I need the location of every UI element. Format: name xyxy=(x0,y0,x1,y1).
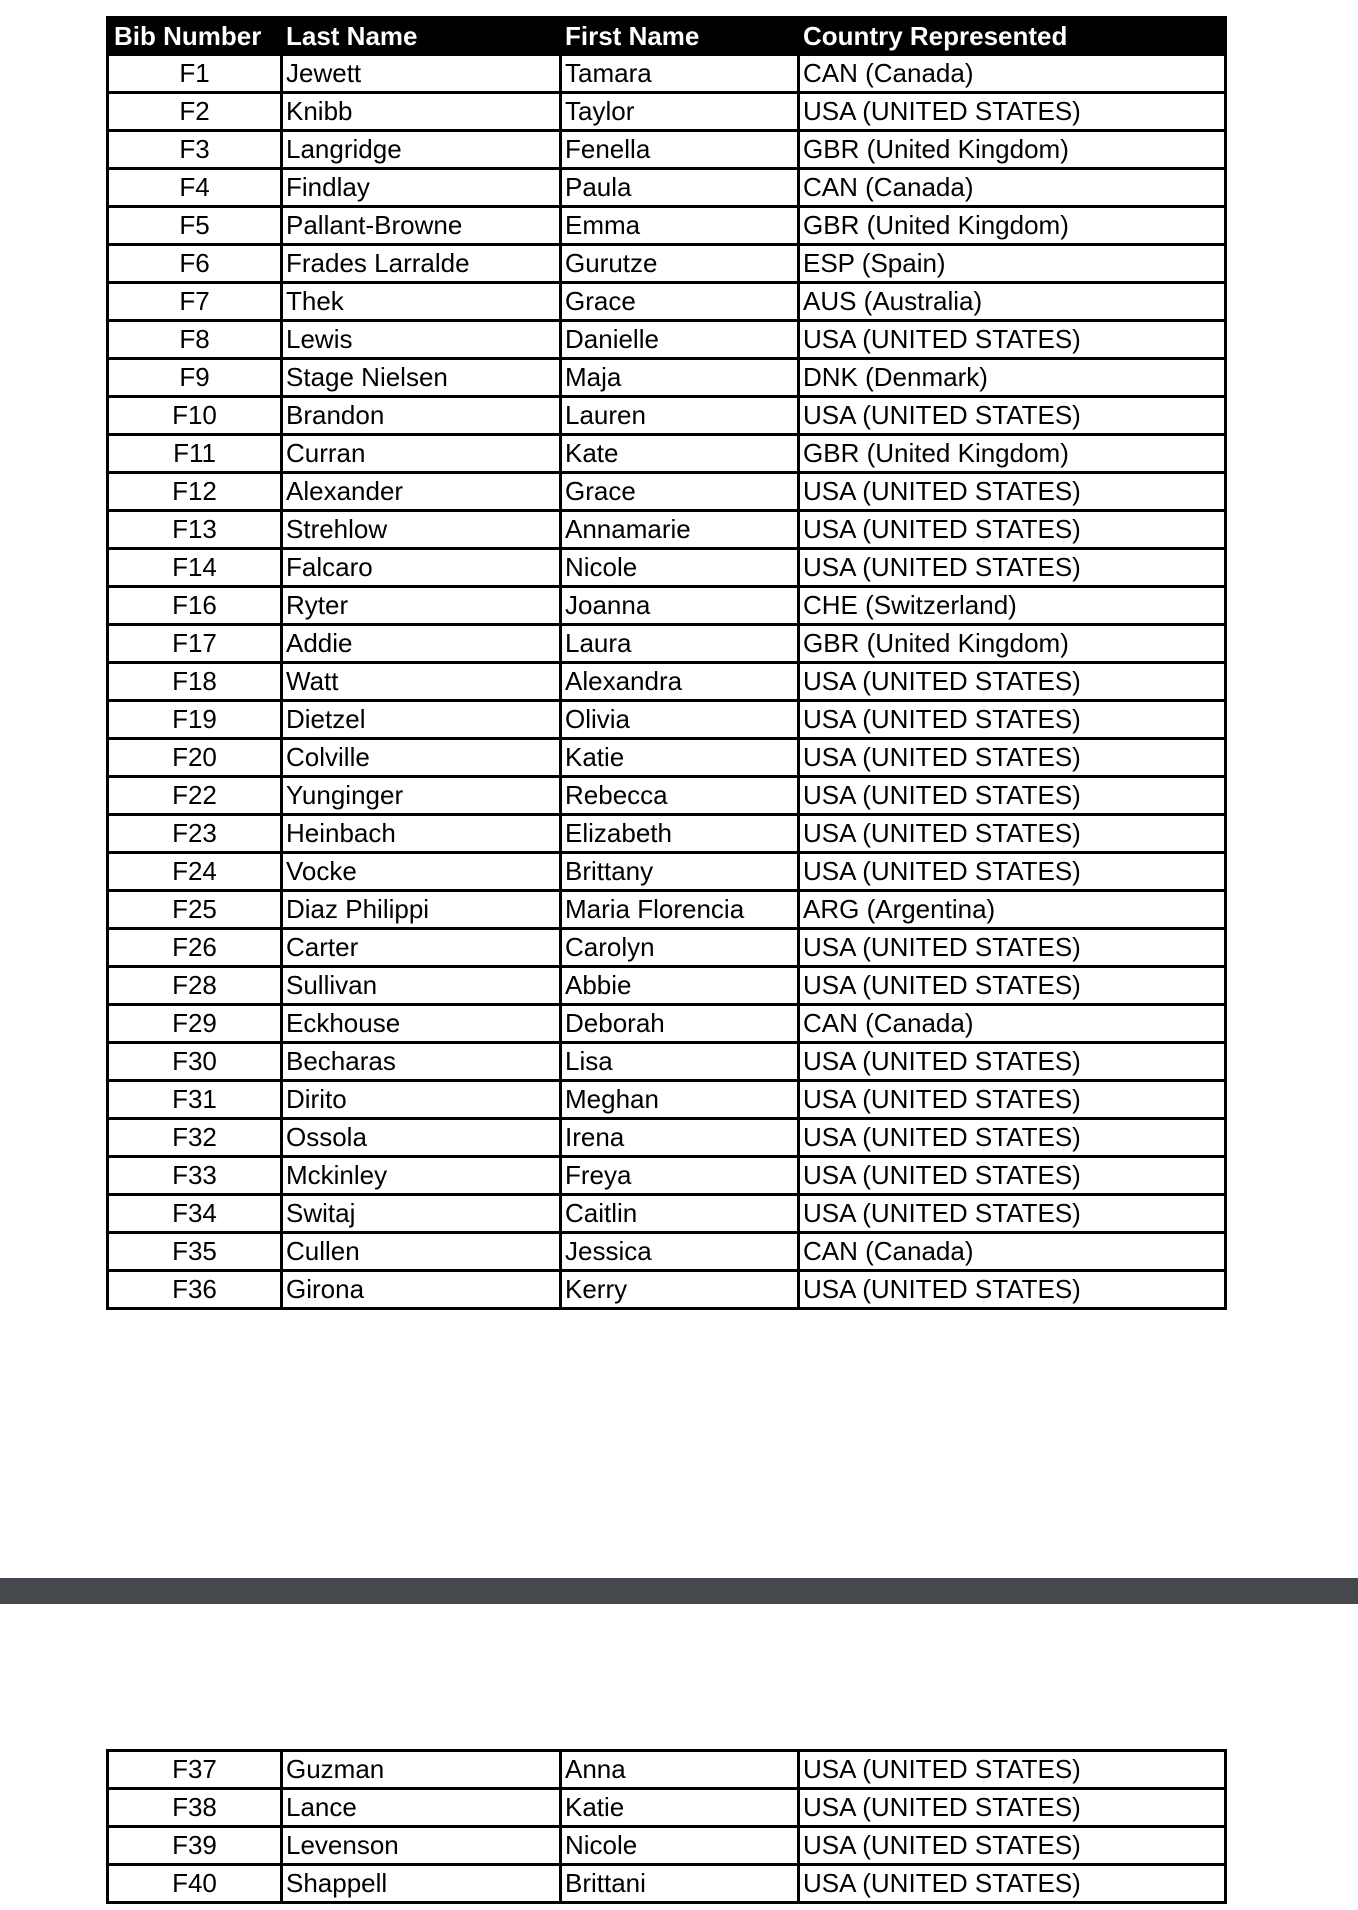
last-name-cell: Ossola xyxy=(282,1119,561,1157)
table-row xyxy=(108,1081,1226,1119)
last-name-cell: Eckhouse xyxy=(282,1005,561,1043)
table-row xyxy=(108,1195,1226,1233)
bib-number-cell: F26 xyxy=(108,929,282,967)
country-cell: USA (UNITED STATES) xyxy=(799,1195,1226,1233)
first-name-cell: Emma xyxy=(561,207,799,245)
first-name-cell: Lauren xyxy=(561,397,799,435)
table-row xyxy=(108,245,1226,283)
first-name-cell: Rebecca xyxy=(561,777,799,815)
first-name-cell: Kerry xyxy=(561,1271,799,1309)
first-name-cell: Abbie xyxy=(561,967,799,1005)
bib-number-cell: F5 xyxy=(108,207,282,245)
country-cell: GBR (United Kingdom) xyxy=(799,625,1226,663)
first-name-cell: Carolyn xyxy=(561,929,799,967)
bib-number-cell: F11 xyxy=(108,435,282,473)
country-cell: USA (UNITED STATES) xyxy=(799,1865,1226,1903)
first-name-cell: Brittany xyxy=(561,853,799,891)
table-row xyxy=(108,663,1226,701)
last-name-cell: Vocke xyxy=(282,853,561,891)
last-name-cell: Becharas xyxy=(282,1043,561,1081)
bib-number-cell: F1 xyxy=(108,55,282,93)
country-cell: USA (UNITED STATES) xyxy=(799,1081,1226,1119)
table-row xyxy=(108,1119,1226,1157)
bib-number-cell: F36 xyxy=(108,1271,282,1309)
last-name-cell: Findlay xyxy=(282,169,561,207)
bib-number-cell: F32 xyxy=(108,1119,282,1157)
country-cell: AUS (Australia) xyxy=(799,283,1226,321)
bib-number-cell: F40 xyxy=(108,1865,282,1903)
bib-number-cell: F2 xyxy=(108,93,282,131)
table-row xyxy=(108,397,1226,435)
bib-number-cell: F4 xyxy=(108,169,282,207)
last-name-cell: Alexander xyxy=(282,473,561,511)
table-row xyxy=(108,511,1226,549)
bib-number-cell: F17 xyxy=(108,625,282,663)
last-name-cell: Switaj xyxy=(282,1195,561,1233)
first-name-cell: Anna xyxy=(561,1751,799,1789)
bib-number-cell: F8 xyxy=(108,321,282,359)
bib-number-cell: F18 xyxy=(108,663,282,701)
country-cell: GBR (United Kingdom) xyxy=(799,207,1226,245)
country-cell: USA (UNITED STATES) xyxy=(799,815,1226,853)
bib-number-cell: F23 xyxy=(108,815,282,853)
last-name-cell: Carter xyxy=(282,929,561,967)
bib-number-cell: F10 xyxy=(108,397,282,435)
first-name-cell: Nicole xyxy=(561,1827,799,1865)
country-cell: USA (UNITED STATES) xyxy=(799,1271,1226,1309)
bib-table-page-2 xyxy=(106,1749,1227,1904)
page-separator xyxy=(0,1578,1358,1604)
country-cell: USA (UNITED STATES) xyxy=(799,511,1226,549)
country-cell: USA (UNITED STATES) xyxy=(799,1119,1226,1157)
table-row xyxy=(108,549,1226,587)
country-cell: USA (UNITED STATES) xyxy=(799,739,1226,777)
first-name-cell: Grace xyxy=(561,283,799,321)
table-row xyxy=(108,1865,1226,1903)
last-name-cell: Falcaro xyxy=(282,549,561,587)
bib-number-cell: F20 xyxy=(108,739,282,777)
first-name-cell: Danielle xyxy=(561,321,799,359)
table-row xyxy=(108,55,1226,93)
last-name-cell: Frades Larralde xyxy=(282,245,561,283)
bib-number-cell: F29 xyxy=(108,1005,282,1043)
last-name-cell: Jewett xyxy=(282,55,561,93)
bib-number-cell: F7 xyxy=(108,283,282,321)
bib-number-cell: F37 xyxy=(108,1751,282,1789)
bib-number-cell: F12 xyxy=(108,473,282,511)
last-name-cell: Lewis xyxy=(282,321,561,359)
first-name-cell: Gurutze xyxy=(561,245,799,283)
country-cell: USA (UNITED STATES) xyxy=(799,93,1226,131)
last-name-cell: Sullivan xyxy=(282,967,561,1005)
table-row xyxy=(108,321,1226,359)
country-cell: USA (UNITED STATES) xyxy=(799,549,1226,587)
country-cell: USA (UNITED STATES) xyxy=(799,777,1226,815)
first-name-cell: Maria Florencia xyxy=(561,891,799,929)
first-name-cell: Katie xyxy=(561,739,799,777)
last-name-cell: Curran xyxy=(282,435,561,473)
table-row xyxy=(108,815,1226,853)
first-name-cell: Lisa xyxy=(561,1043,799,1081)
table-row xyxy=(108,1157,1226,1195)
last-name-cell: Heinbach xyxy=(282,815,561,853)
first-name-cell: Grace xyxy=(561,473,799,511)
header-last-name: Last Name xyxy=(282,18,561,55)
table-row xyxy=(108,929,1226,967)
table-row xyxy=(108,1271,1226,1309)
table-row xyxy=(108,207,1226,245)
header-country: Country Represented xyxy=(799,18,1226,55)
first-name-cell: Jessica xyxy=(561,1233,799,1271)
country-cell: USA (UNITED STATES) xyxy=(799,663,1226,701)
table-row xyxy=(108,587,1226,625)
last-name-cell: Lance xyxy=(282,1789,561,1827)
first-name-cell: Deborah xyxy=(561,1005,799,1043)
bib-number-cell: F16 xyxy=(108,587,282,625)
first-name-cell: Annamarie xyxy=(561,511,799,549)
country-cell: GBR (United Kingdom) xyxy=(799,131,1226,169)
bib-number-cell: F9 xyxy=(108,359,282,397)
last-name-cell: Thek xyxy=(282,283,561,321)
first-name-cell: Irena xyxy=(561,1119,799,1157)
first-name-cell: Brittani xyxy=(561,1865,799,1903)
country-cell: CHE (Switzerland) xyxy=(799,587,1226,625)
country-cell: USA (UNITED STATES) xyxy=(799,473,1226,511)
first-name-cell: Caitlin xyxy=(561,1195,799,1233)
table-row xyxy=(108,359,1226,397)
table-row xyxy=(108,1751,1226,1789)
last-name-cell: Girona xyxy=(282,1271,561,1309)
first-name-cell: Joanna xyxy=(561,587,799,625)
table-row xyxy=(108,1789,1226,1827)
first-name-cell: Elizabeth xyxy=(561,815,799,853)
last-name-cell: Mckinley xyxy=(282,1157,561,1195)
table-row xyxy=(108,169,1226,207)
table-row xyxy=(108,891,1226,929)
table-row xyxy=(108,1043,1226,1081)
header-bib-number: Bib Number xyxy=(108,18,282,55)
table-row xyxy=(108,625,1226,663)
last-name-cell: Knibb xyxy=(282,93,561,131)
bib-table-page-1 xyxy=(106,16,1227,1310)
first-name-cell: Freya xyxy=(561,1157,799,1195)
table-row xyxy=(108,853,1226,891)
country-cell: USA (UNITED STATES) xyxy=(799,929,1226,967)
country-cell: ARG (Argentina) xyxy=(799,891,1226,929)
country-cell: CAN (Canada) xyxy=(799,1233,1226,1271)
bib-number-cell: F28 xyxy=(108,967,282,1005)
table-row xyxy=(108,967,1226,1005)
table-row xyxy=(108,777,1226,815)
bib-number-cell: F38 xyxy=(108,1789,282,1827)
table-row xyxy=(108,739,1226,777)
first-name-cell: Maja xyxy=(561,359,799,397)
table-row xyxy=(108,1005,1226,1043)
first-name-cell: Paula xyxy=(561,169,799,207)
last-name-cell: Dietzel xyxy=(282,701,561,739)
country-cell: CAN (Canada) xyxy=(799,169,1226,207)
bib-number-cell: F33 xyxy=(108,1157,282,1195)
bib-number-cell: F25 xyxy=(108,891,282,929)
table-row xyxy=(108,435,1226,473)
bib-number-cell: F30 xyxy=(108,1043,282,1081)
last-name-cell: Brandon xyxy=(282,397,561,435)
country-cell: DNK (Denmark) xyxy=(799,359,1226,397)
last-name-cell: Yunginger xyxy=(282,777,561,815)
last-name-cell: Diaz Philippi xyxy=(282,891,561,929)
first-name-cell: Olivia xyxy=(561,701,799,739)
table-row xyxy=(108,1827,1226,1865)
first-name-cell: Alexandra xyxy=(561,663,799,701)
country-cell: ESP (Spain) xyxy=(799,245,1226,283)
last-name-cell: Guzman xyxy=(282,1751,561,1789)
first-name-cell: Katie xyxy=(561,1789,799,1827)
first-name-cell: Meghan xyxy=(561,1081,799,1119)
table-row xyxy=(108,1233,1226,1271)
first-name-cell: Taylor xyxy=(561,93,799,131)
last-name-cell: Dirito xyxy=(282,1081,561,1119)
last-name-cell: Levenson xyxy=(282,1827,561,1865)
country-cell: USA (UNITED STATES) xyxy=(799,1043,1226,1081)
first-name-cell: Fenella xyxy=(561,131,799,169)
country-cell: USA (UNITED STATES) xyxy=(799,1827,1226,1865)
table-row xyxy=(108,131,1226,169)
last-name-cell: Stage Nielsen xyxy=(282,359,561,397)
table-row xyxy=(108,93,1226,131)
bib-number-cell: F3 xyxy=(108,131,282,169)
last-name-cell: Shappell xyxy=(282,1865,561,1903)
country-cell: CAN (Canada) xyxy=(799,1005,1226,1043)
bib-number-cell: F39 xyxy=(108,1827,282,1865)
bib-number-cell: F13 xyxy=(108,511,282,549)
last-name-cell: Pallant-Browne xyxy=(282,207,561,245)
bib-number-cell: F19 xyxy=(108,701,282,739)
first-name-cell: Laura xyxy=(561,625,799,663)
bib-number-cell: F31 xyxy=(108,1081,282,1119)
bib-number-cell: F24 xyxy=(108,853,282,891)
first-name-cell: Nicole xyxy=(561,549,799,587)
country-cell: USA (UNITED STATES) xyxy=(799,1157,1226,1195)
last-name-cell: Colville xyxy=(282,739,561,777)
last-name-cell: Langridge xyxy=(282,131,561,169)
last-name-cell: Cullen xyxy=(282,1233,561,1271)
country-cell: USA (UNITED STATES) xyxy=(799,853,1226,891)
country-cell: USA (UNITED STATES) xyxy=(799,1751,1226,1789)
country-cell: GBR (United Kingdom) xyxy=(799,435,1226,473)
last-name-cell: Watt xyxy=(282,663,561,701)
first-name-cell: Kate xyxy=(561,435,799,473)
country-cell: USA (UNITED STATES) xyxy=(799,321,1226,359)
bib-number-cell: F14 xyxy=(108,549,282,587)
first-name-cell: Tamara xyxy=(561,55,799,93)
table-header-row xyxy=(108,18,1226,55)
last-name-cell: Strehlow xyxy=(282,511,561,549)
last-name-cell: Addie xyxy=(282,625,561,663)
table-row xyxy=(108,701,1226,739)
country-cell: CAN (Canada) xyxy=(799,55,1226,93)
last-name-cell: Ryter xyxy=(282,587,561,625)
table-row xyxy=(108,473,1226,511)
country-cell: USA (UNITED STATES) xyxy=(799,967,1226,1005)
bib-number-cell: F34 xyxy=(108,1195,282,1233)
bib-number-cell: F22 xyxy=(108,777,282,815)
bib-number-cell: F6 xyxy=(108,245,282,283)
country-cell: USA (UNITED STATES) xyxy=(799,1789,1226,1827)
header-first-name: First Name xyxy=(561,18,799,55)
country-cell: USA (UNITED STATES) xyxy=(799,397,1226,435)
country-cell: USA (UNITED STATES) xyxy=(799,701,1226,739)
table-row xyxy=(108,283,1226,321)
bib-number-cell: F35 xyxy=(108,1233,282,1271)
